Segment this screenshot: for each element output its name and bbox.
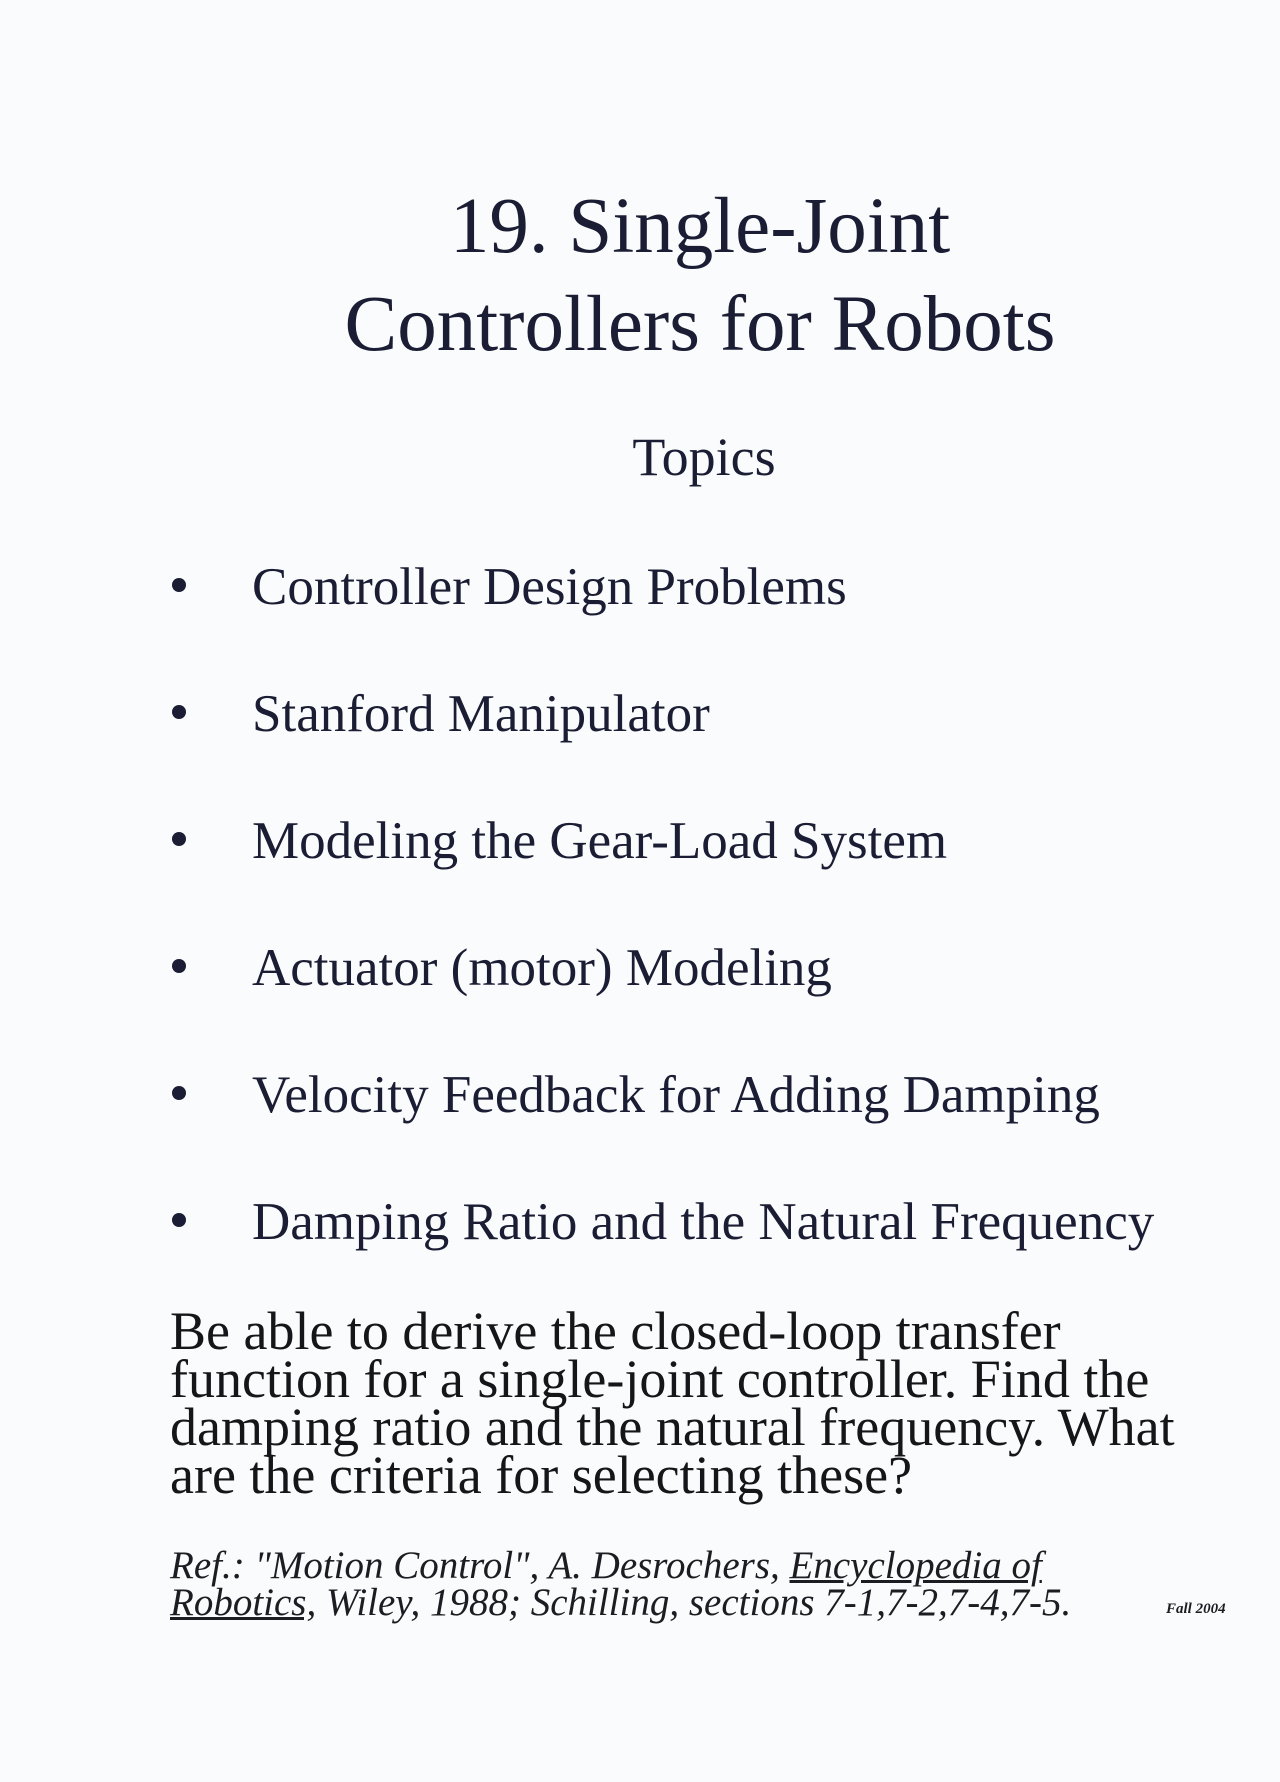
bullet-icon bbox=[172, 578, 186, 592]
topic-text: Stanford Manipulator bbox=[252, 685, 710, 743]
title-line-1: 19. Single-Joint bbox=[449, 183, 951, 270]
topic-item bbox=[0, 1062, 1250, 1132]
term-label: Fall 2004 bbox=[1166, 1601, 1226, 1617]
topic-item bbox=[0, 808, 1250, 878]
topic-item bbox=[0, 1189, 1250, 1259]
topic-text: Modeling the Gear-Load System bbox=[252, 812, 948, 870]
reference-book-title-part-2: Robotics, bbox=[170, 1581, 317, 1624]
page-title bbox=[0, 178, 1280, 374]
note-line-3: damping ratio and the natural frequency. What bbox=[170, 1397, 1175, 1457]
note-line-1: Be able to derive the closed-loop transfer bbox=[170, 1301, 1061, 1361]
topics-heading: Topics bbox=[632, 427, 776, 487]
reference-suffix: Wiley, 1988; Schilling, sections 7-1,7-2,7-4,7-5. bbox=[316, 1581, 1072, 1624]
reference-line-2 bbox=[170, 1581, 1072, 1624]
topic-text: Actuator (motor) Modeling bbox=[252, 939, 832, 997]
reference-citation bbox=[170, 1544, 1072, 1624]
topic-text: Controller Design Problems bbox=[252, 558, 847, 616]
title-line-2: Controllers for Robots bbox=[344, 281, 1056, 368]
reference-line-1 bbox=[170, 1544, 1071, 1587]
reference-prefix: Ref.: "Motion Control", A. Desrochers, bbox=[170, 1544, 790, 1587]
bullet-icon bbox=[172, 1213, 186, 1227]
reference-book-title-part-1: Encyclopedia of bbox=[789, 1544, 1042, 1587]
note-line-2: function for a single-joint controller. Find the bbox=[170, 1349, 1150, 1409]
bullet-icon bbox=[172, 1086, 186, 1100]
bullet-icon bbox=[172, 832, 186, 846]
study-note bbox=[170, 1301, 1250, 1505]
bullet-icon bbox=[172, 705, 186, 719]
note-line-4: are the criteria for selecting these? bbox=[170, 1445, 913, 1505]
topic-item bbox=[0, 681, 1250, 751]
topic-item bbox=[0, 935, 1250, 1005]
topic-text: Velocity Feedback for Adding Damping bbox=[252, 1066, 1100, 1124]
topic-item bbox=[0, 554, 1250, 624]
bullet-icon bbox=[172, 959, 186, 973]
topic-text: Damping Ratio and the Natural Frequency bbox=[252, 1193, 1155, 1251]
